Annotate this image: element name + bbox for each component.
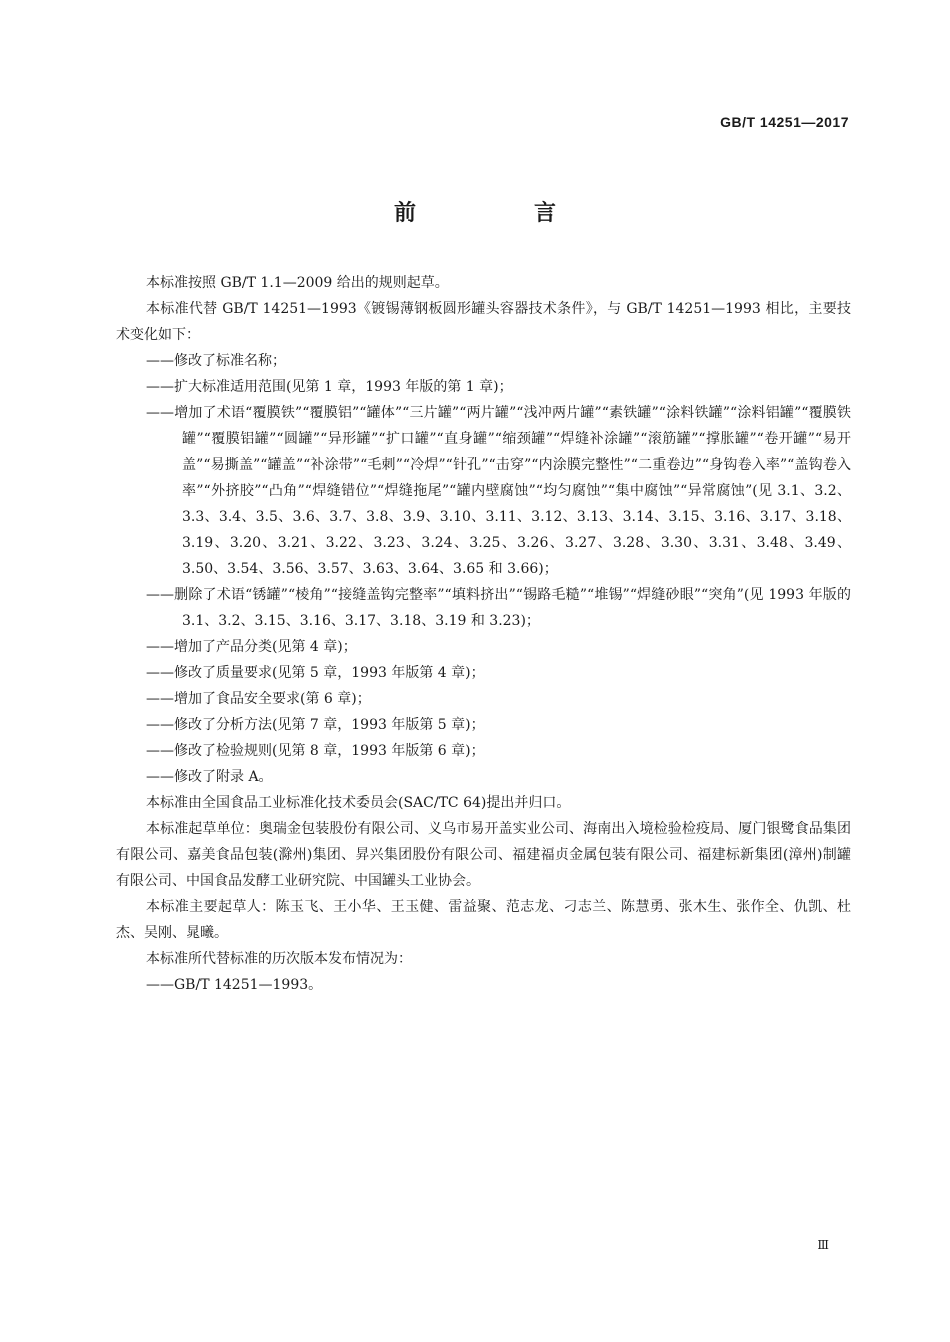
change-item: ——修改了质量要求(见第 5 章，1993 年版第 4 章)； — [146, 665, 485, 681]
change-item: ——修改了分析方法(见第 7 章，1993 年版第 5 章)； — [146, 717, 485, 733]
foreword-body — [116, 270, 851, 998]
change-item: ——增加了产品分类(见第 4 章)； — [146, 639, 357, 655]
paragraph-drafters: 本标准主要起草人：陈玉飞、王小华、王玉健、雷益聚、范志龙、刁志兰、陈慧勇、张木生、张作全、仇凯、杜杰、吴刚、晁曦。 — [116, 899, 851, 941]
history-item: ——GB/T 14251—1993。 — [146, 977, 323, 993]
page-number: Ⅲ — [817, 1238, 829, 1252]
change-item: ——修改了标准名称； — [146, 353, 286, 369]
paragraph-replacement: 本标准代替 GB/T 14251—1993《镀锡薄钢板圆形罐头容器技术条件》，与 GB/T 14251—1993 相比，主要技术变化如下： — [116, 301, 851, 343]
paragraph-drafting-rules: 本标准按照 GB/T 1.1—2009 给出的规则起草。 — [146, 275, 449, 291]
page-title: 前 言 — [393, 201, 604, 226]
paragraph-drafting-units: 本标准起草单位：奥瑞金包装股份有限公司、义乌市易开盖实业公司、海南出入境检验检疫局、厦门银鹭食品集团有限公司、嘉美食品包装(滁州)集团、昇兴集团股份有限公司、福建福贞金属包装有限公司、福建标新集团(漳州)制罐有限公司、中国食品发酵工业研究院、中国罐头工业协会。 — [116, 821, 851, 889]
paragraph-committee: 本标准由全国食品工业标准化技术委员会(SAC/TC 64)提出并归口。 — [146, 795, 571, 811]
change-item: ——修改了附录 A。 — [146, 769, 273, 785]
paragraph-history-intro: 本标准所代替标准的历次版本发布情况为： — [146, 951, 412, 967]
change-item: ——增加了术语“覆膜铁”“覆膜铝”“罐体”“三片罐”“两片罐”“浅冲两片罐”“素铁罐”“涂料铁罐”“涂料铝罐”“覆膜铁罐”“覆膜铝罐”“圆罐”“异形罐”“扩口罐”“直身罐”“缩颈罐”“焊缝补涂罐”“滚筋罐”“撑胀罐”“卷开罐”“易开盖”“易撕盖”“罐盖”“补涂带”“毛刺”“冷焊”“针孔”“击穿”“内涂膜完整性”“二重卷边”“身钩卷入率”“盖钩卷入率”“外挤胶”“凸角”“焊缝错位”“焊缝拖尾”“罐内壁腐蚀”“均匀腐蚀”“集中腐蚀”“异常腐蚀”(见 3.1、3.2、3.3、3.4、3.5、3.6、3.7、3.8、3.9、3.10、3.11、3.12、3.13、3.14、3.15、3.16、3.17、3.18、3.19、3.20、3.21、3.22、3.23、3.24、3.25、3.26、3.27、3.28、3.30、3.31、3.48、3.49、3.50、3.54、3.56、3.57、3.63、3.64、3.65 和 3.66)； — [146, 405, 851, 577]
change-item: ——增加了食品安全要求(第 6 章)； — [146, 691, 371, 707]
change-item: ——删除了术语“锈罐”“棱角”“接缝盖钩完整率”“填料挤出”“锡路毛糙”“堆锡”“焊缝砂眼”“突角”(见 1993 年版的 3.1、3.2、3.15、3.16、3.17、3.18、3.19 和 3.23)； — [146, 587, 851, 629]
standard-code: GB/T 14251—2017 — [720, 114, 849, 130]
change-item: ——扩大标准适用范围(见第 1 章，1993 年版的第 1 章)； — [146, 379, 513, 395]
change-item: ——修改了检验规则(见第 8 章，1993 年版第 6 章)； — [146, 743, 485, 759]
